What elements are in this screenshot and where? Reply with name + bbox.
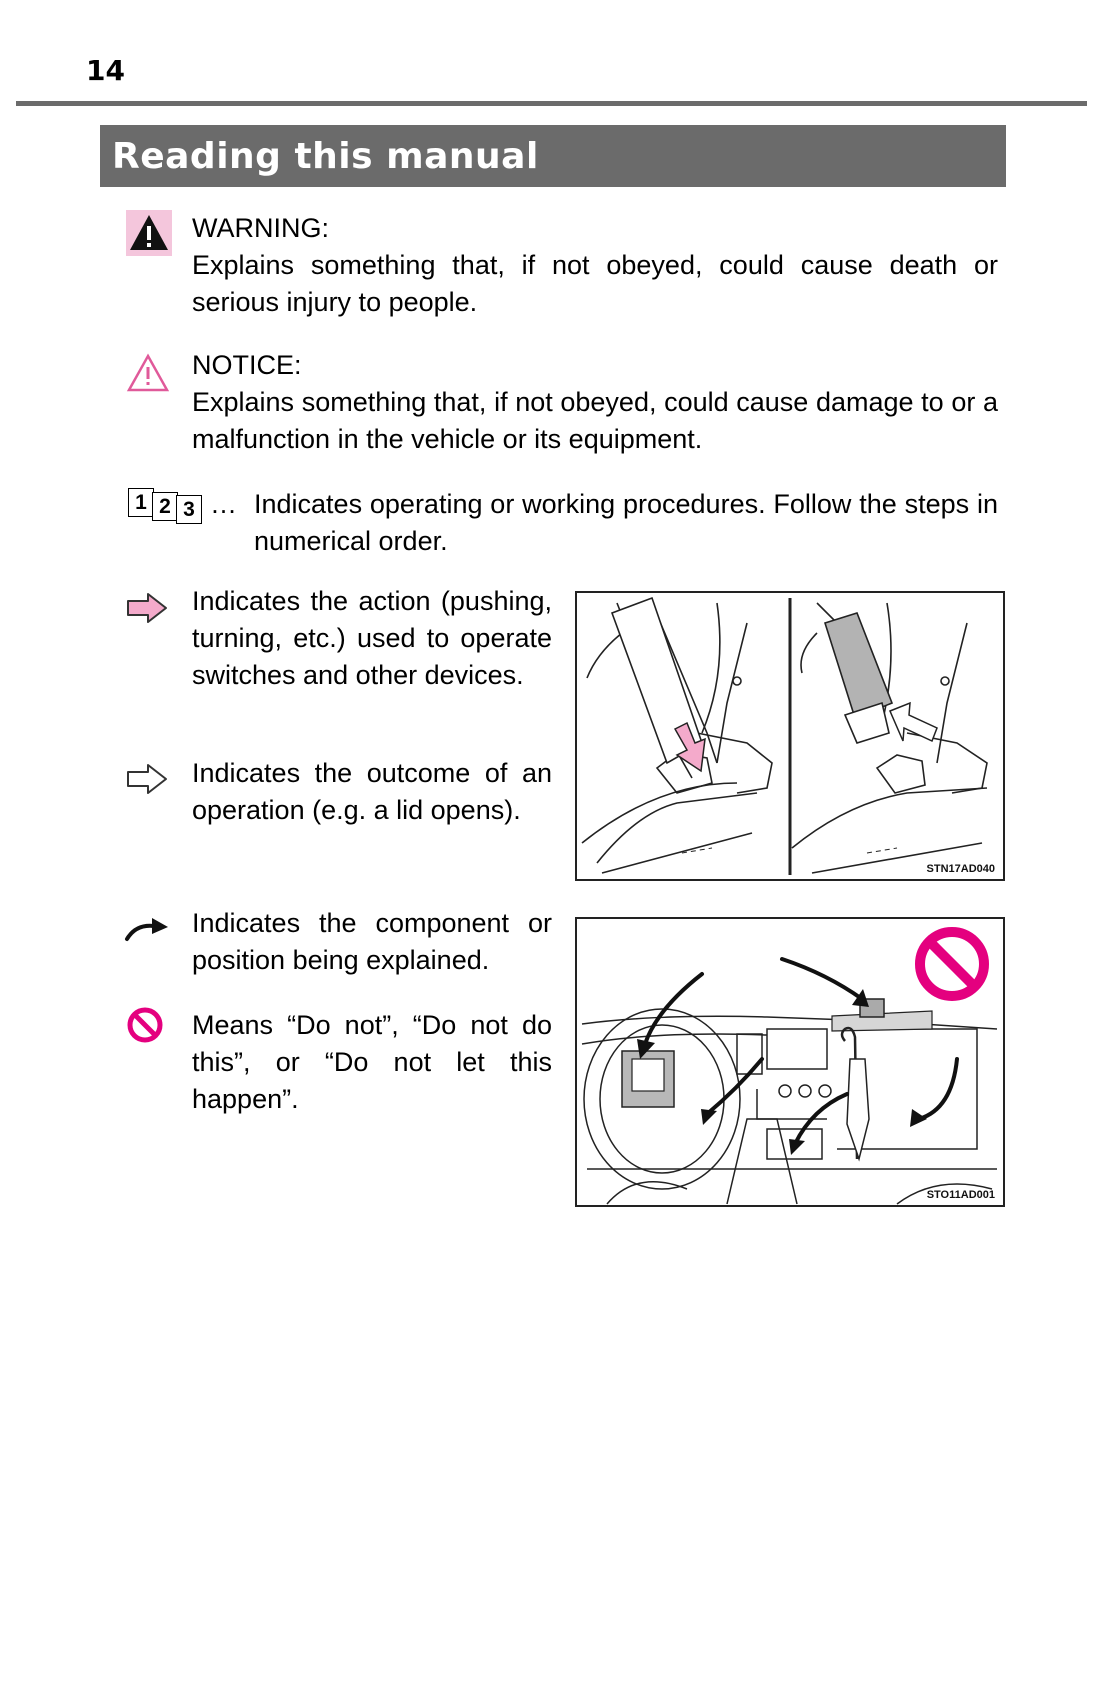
- steps-text: Indicates operating or working procedures. Follow the steps in numerical order.: [254, 489, 998, 556]
- component-text: Indicates the component or position being explained.: [192, 908, 552, 975]
- header-divider: [16, 101, 1087, 106]
- page-title: Reading this manual: [112, 135, 539, 177]
- notice-text: Explains something that, if not obeyed, could cause damage to or a malfunction in the vehicle or its equipment.: [192, 387, 998, 454]
- curved-arrow-icon: [124, 914, 170, 942]
- notice-triangle-icon: [126, 353, 170, 393]
- page-number: 14: [86, 54, 125, 87]
- dashboard-illustration: [577, 919, 1003, 1205]
- steps-ellipsis: …: [210, 489, 237, 519]
- seatbelt-figure: [575, 591, 1005, 881]
- do-not-text: Means “Do not”, “Do not do this”, or “Do not let this happen”.: [192, 1010, 552, 1114]
- figure-code-seatbelt: STN17AD040: [926, 863, 995, 875]
- prohibition-icon: [126, 1006, 164, 1044]
- outcome-text: Indicates the outcome of an operation (e.g. a lid opens).: [192, 758, 552, 825]
- warning-text: Explains something that, if not obeyed, could cause death or serious injury to people.: [192, 250, 998, 317]
- dashboard-figure: [575, 917, 1005, 1207]
- step-numbers-icon: [128, 488, 210, 522]
- step-box-1: 1: [128, 488, 154, 517]
- seatbelt-illustration: [577, 593, 1003, 879]
- outline-arrow-icon: [126, 763, 168, 795]
- step-box-3: 3: [176, 495, 202, 524]
- warning-triangle-icon: [126, 210, 172, 256]
- warning-label: WARNING:: [192, 213, 329, 243]
- section-title-bar: [100, 125, 1006, 187]
- step-box-2: 2: [152, 492, 178, 521]
- action-text: Indicates the action (pushing, turning, etc.) used to operate switches and other devices.: [192, 586, 552, 690]
- figure-code-dashboard: STO11AD001: [926, 1189, 995, 1201]
- prohibition-mark: [920, 932, 984, 996]
- notice-label: NOTICE:: [192, 350, 302, 380]
- filled-arrow-icon: [126, 592, 168, 624]
